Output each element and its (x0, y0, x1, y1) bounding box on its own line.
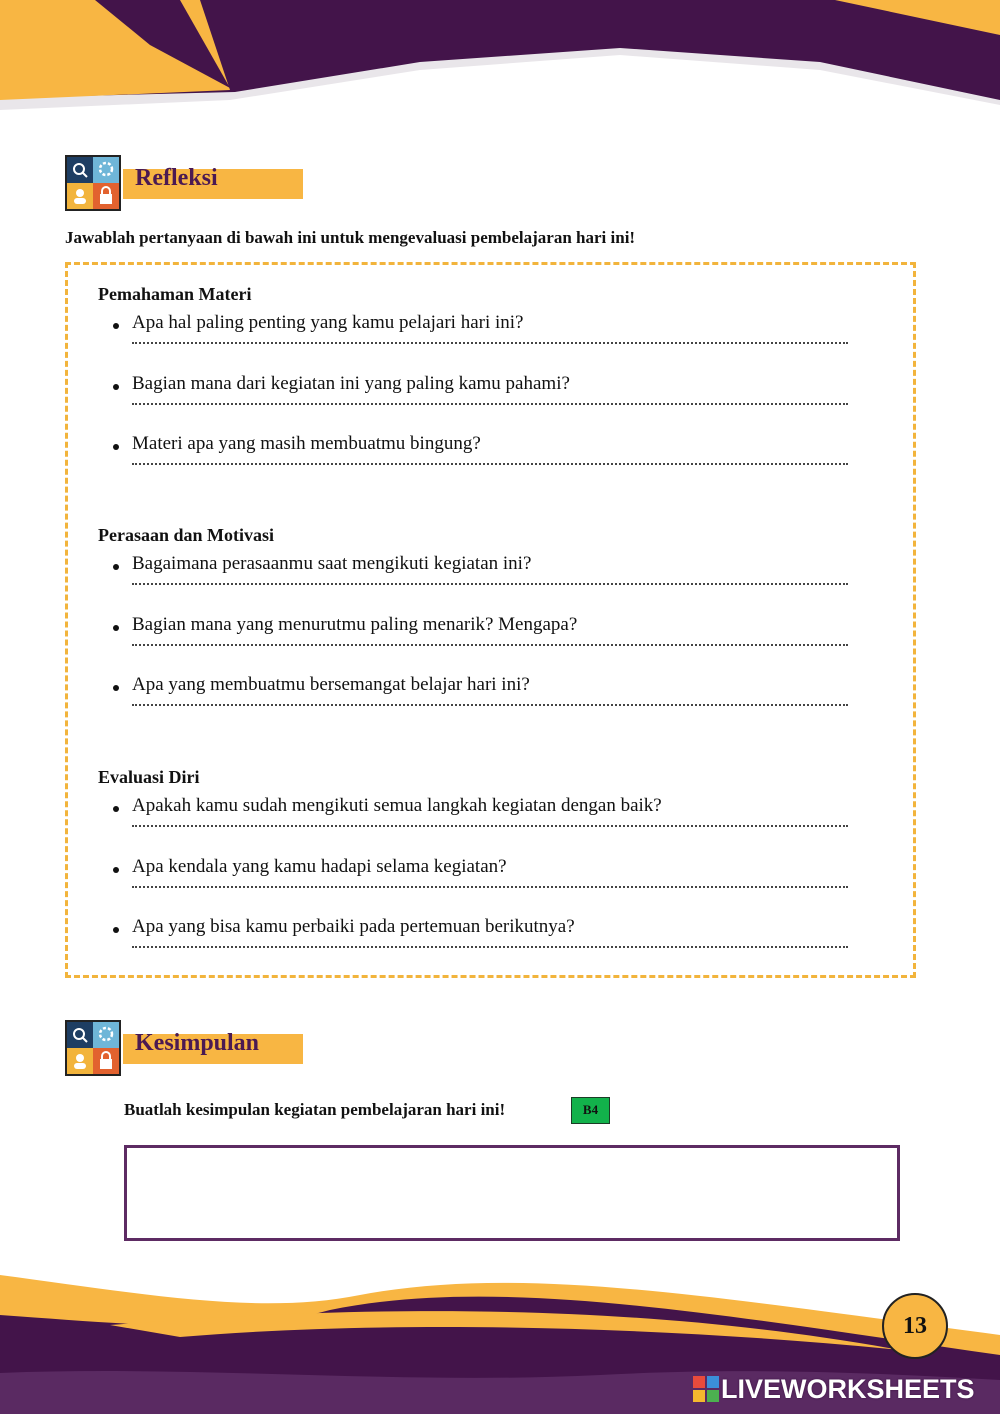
conclusion-answer-box[interactable] (124, 1145, 900, 1241)
answer-line[interactable] (132, 704, 848, 706)
group-pemahaman (98, 280, 878, 490)
question-item (98, 791, 878, 852)
watermark-text: LIVEWORKSHEETS (721, 1374, 975, 1404)
question-item (98, 549, 878, 610)
puzzle-icon (65, 1020, 121, 1076)
group-title: Pemahaman Materi (98, 284, 252, 304)
question-item (98, 308, 878, 369)
question-text: Apa kendala yang kamu hadapi selama kegiatan? (132, 855, 507, 877)
group-title: Perasaan dan Motivasi (98, 525, 275, 545)
refleksi-instruction: Jawablah pertanyaan di bawah ini untuk mengevaluasi pembelajaran hari ini! (65, 228, 636, 247)
refleksi-heading (65, 155, 305, 215)
answer-line[interactable] (132, 946, 848, 948)
answer-line[interactable] (132, 825, 848, 827)
puzzle-icon (65, 155, 121, 211)
page-number: 13 (882, 1293, 948, 1359)
bullet-icon (113, 927, 119, 933)
question-text: Apa hal paling penting yang kamu pelajari hari ini? (132, 312, 524, 333)
bullet-icon (113, 806, 119, 812)
bullet-icon (113, 323, 119, 329)
question-text: Materi apa yang masih membuatmu bingung? (132, 433, 481, 454)
bullet-icon (113, 625, 119, 631)
question-item (98, 670, 878, 731)
bullet-icon (113, 867, 119, 873)
question-item (98, 429, 878, 490)
question-text: Apa yang bisa kamu perbaiki pada pertemuan berikutnya? (132, 916, 575, 937)
kesimpulan-heading (65, 1020, 305, 1080)
group-evaluasi (98, 763, 878, 973)
answer-line[interactable] (132, 644, 848, 646)
bullet-icon (113, 384, 119, 390)
answer-line[interactable] (132, 583, 848, 585)
reflection-box (65, 262, 916, 978)
question-item (98, 912, 878, 973)
liveworksheets-watermark (693, 1374, 993, 1404)
kesimpulan-instruction: Buatlah kesimpulan kegiatan pembelajaran hari ini! (124, 1100, 506, 1119)
question-item (98, 369, 878, 430)
answer-line[interactable] (132, 886, 848, 888)
answer-line[interactable] (132, 403, 848, 405)
bullet-icon (113, 685, 119, 691)
question-item (98, 610, 878, 671)
question-text: Bagian mana yang menurutmu paling menarik? Mengapa? (132, 613, 578, 635)
liveworksheets-logo-icon (693, 1376, 719, 1402)
question-text: Apakah kamu sudah mengikuti semua langkah kegiatan dengan baik? (132, 795, 662, 816)
header-decoration (0, 0, 1000, 130)
answer-line[interactable] (132, 463, 848, 465)
refleksi-title: Refleksi (135, 165, 218, 191)
question-text: Bagian mana dari kegiatan ini yang paling kamu pahami? (132, 372, 570, 394)
group-title: Evaluasi Diri (98, 767, 200, 787)
kesimpulan-title: Kesimpulan (135, 1030, 260, 1056)
bullet-icon (113, 444, 119, 450)
question-text: Apa yang membuatmu bersemangat belajar hari ini? (132, 674, 530, 695)
question-text: Bagaimana perasaanmu saat mengikuti kegiatan ini? (132, 553, 532, 574)
b4-badge: B4 (571, 1097, 610, 1124)
question-item (98, 852, 878, 913)
bullet-icon (113, 564, 119, 570)
group-perasaan (98, 521, 878, 731)
answer-line[interactable] (132, 342, 848, 344)
